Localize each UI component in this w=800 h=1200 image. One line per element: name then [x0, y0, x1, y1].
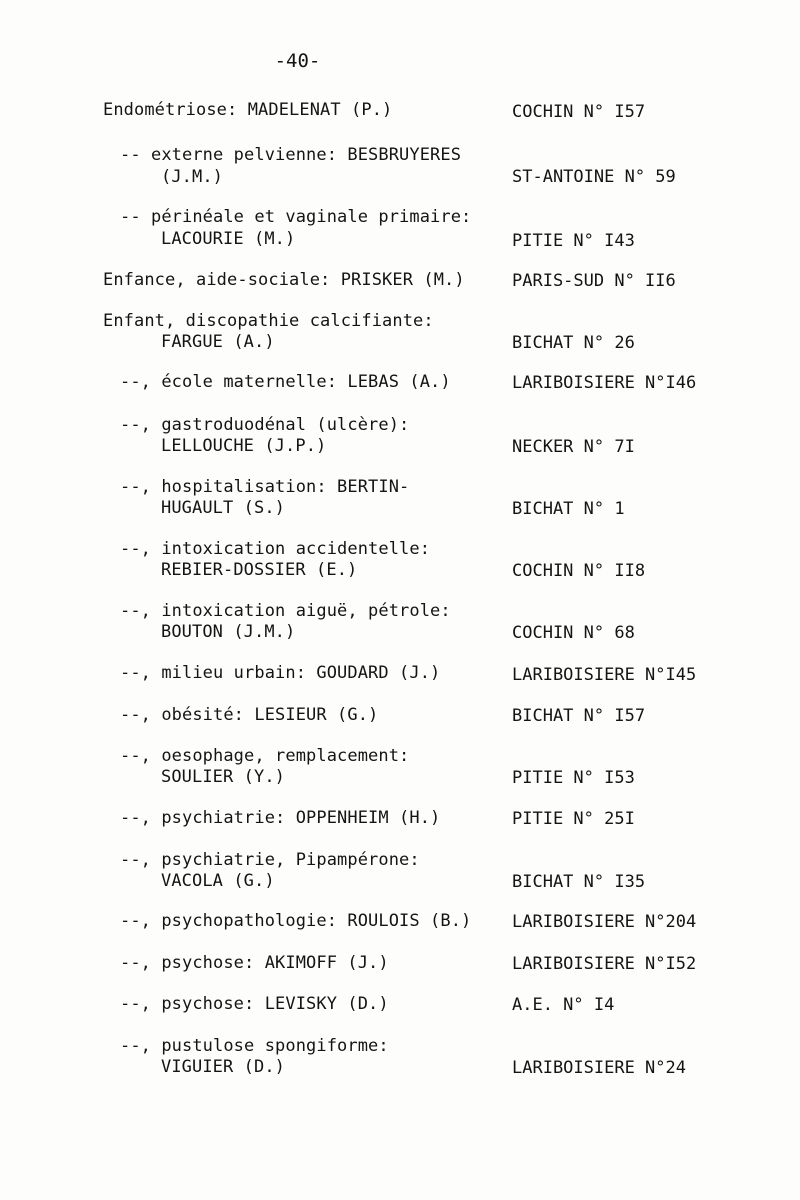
entry-author: HUGAULT (S.) [161, 498, 286, 518]
entry-author: (J.M.) [161, 167, 224, 187]
entry-term: --, pustulose spongiforme: [120, 1036, 389, 1056]
entry-reference: BICHAT N° 26 [512, 333, 635, 353]
entry-term: Endométriose: MADELENAT (P.) [103, 100, 393, 120]
entry-author: SOULIER (Y.) [161, 767, 286, 787]
entry-author: VACOLA (G.) [161, 871, 275, 891]
entry-reference: LARIBOISIERE N°204 [512, 912, 697, 932]
entry-author: BOUTON (J.M.) [161, 622, 296, 642]
entry-term: --, psychiatrie, Pipampérone: [120, 850, 420, 870]
entry-term: Enfant, discopathie calcifiante: [103, 311, 434, 331]
entry-reference: LARIBOISIERE N°I45 [512, 665, 697, 685]
entry-term: --, gastroduodénal (ulcère): [120, 415, 410, 435]
entry-term: -- périnéale et vaginale primaire: [120, 207, 472, 227]
entry-reference: LARIBOISIERE N°I52 [512, 954, 697, 974]
entry-reference: A.E. N° I4 [512, 995, 615, 1015]
entry-term: --, obésité: LESIEUR (G.) [120, 705, 379, 725]
entry-author: VIGUIER (D.) [161, 1057, 286, 1077]
entry-term: --, psychopathologie: ROULOIS (B.) [120, 911, 472, 931]
entry-author: LELLOUCHE (J.P.) [161, 436, 327, 456]
entry-reference: COCHIN N° II8 [512, 561, 646, 581]
entry-term: --, intoxication aiguë, pétrole: [120, 601, 451, 621]
entry-term: --, oesophage, remplacement: [120, 746, 410, 766]
entry-author: REBIER-DOSSIER (E.) [161, 560, 358, 580]
entry-term: --, psychiatrie: OPPENHEIM (H.) [120, 808, 441, 828]
entry-reference: LARIBOISIERE N°24 [512, 1058, 686, 1078]
entry-term: Enfance, aide-sociale: PRISKER (M.) [103, 270, 465, 290]
entry-reference: PITIE N° I43 [512, 231, 635, 251]
entry-reference: BICHAT N° I35 [512, 872, 646, 892]
entry-term: --, psychose: AKIMOFF (J.) [120, 953, 389, 973]
entry-reference: BICHAT N° I57 [512, 706, 646, 726]
entry-author: LACOURIE (M.) [161, 229, 296, 249]
entry-term: -- externe pelvienne: BESBRUYERES [120, 145, 462, 165]
entry-reference: PITIE N° 25I [512, 809, 635, 829]
entry-reference: BICHAT N° 1 [512, 499, 625, 519]
entry-term: --, hospitalisation: BERTIN- [120, 477, 410, 497]
entry-reference: PARIS-SUD N° II6 [512, 271, 676, 291]
entry-author: FARGUE (A.) [161, 332, 275, 352]
entry-reference: LARIBOISIERE N°I46 [512, 373, 697, 393]
entry-term: --, psychose: LEVISKY (D.) [120, 994, 389, 1014]
entry-reference: ST-ANTOINE N° 59 [512, 167, 676, 187]
entry-reference: COCHIN N° I57 [512, 102, 646, 122]
entry-reference: COCHIN N° 68 [512, 623, 635, 643]
entry-term: --, intoxication accidentelle: [120, 539, 431, 559]
entry-reference: PITIE N° I53 [512, 768, 635, 788]
entry-term: --, milieu urbain: GOUDARD (J.) [120, 663, 441, 683]
page-number: -40- [274, 50, 321, 72]
entry-term: --, école maternelle: LEBAS (A.) [120, 372, 451, 392]
entry-reference: NECKER N° 7I [512, 437, 635, 457]
